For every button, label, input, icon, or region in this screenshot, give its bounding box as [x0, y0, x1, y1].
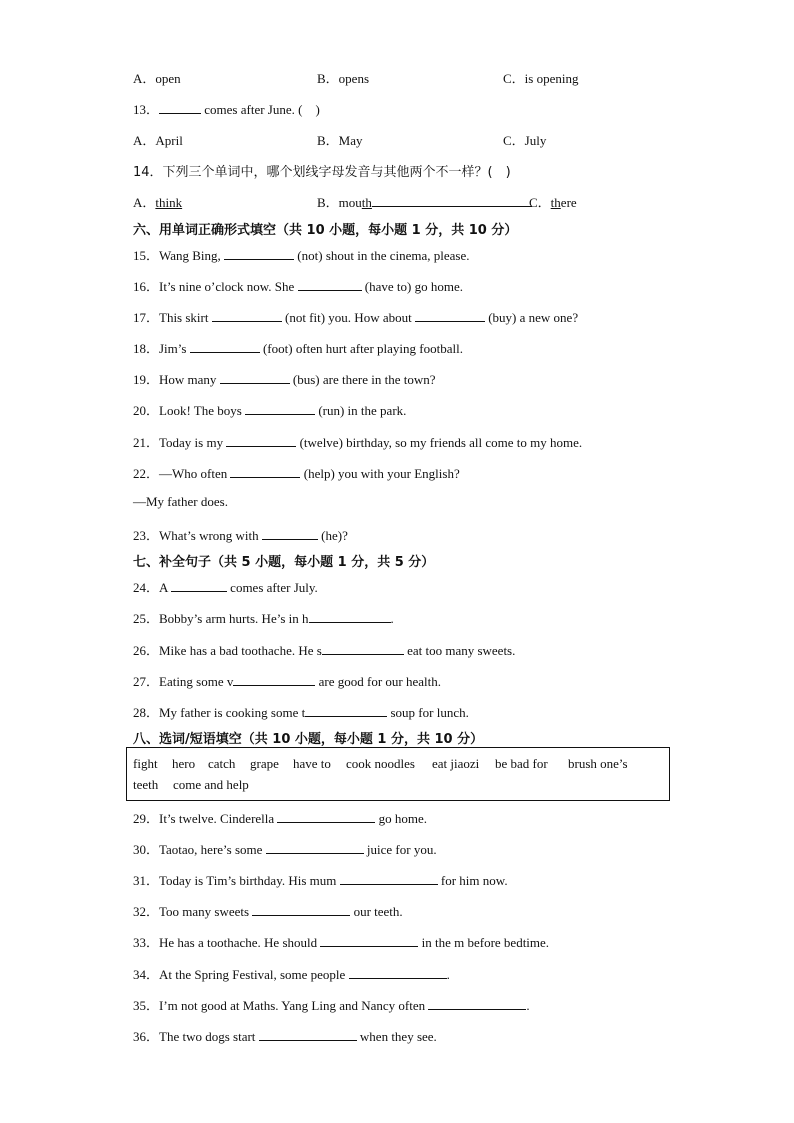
- question-34: 34．At the Spring Festival, some people .: [133, 967, 450, 982]
- question-28: 28．My father is cooking some t soup for lunch.: [133, 705, 469, 720]
- answer-blank[interactable]: [428, 997, 526, 1010]
- question-26: 26．Mike has a bad toothache. He s eat too many sweets.: [133, 643, 516, 658]
- question-25: 25．Bobby’s arm hurts. He’s in h .: [133, 611, 394, 626]
- question-19: 19．How many (bus) are there in the town?: [133, 372, 436, 387]
- question-text: comes after June. ( ): [201, 102, 320, 117]
- question-20: 20．Look! The boys (run) in the park.: [133, 403, 407, 418]
- question-22-answer: —My father does.: [133, 494, 228, 509]
- word-option: brush one’s: [568, 756, 628, 771]
- answer-blank[interactable]: [322, 642, 404, 655]
- answer-blank[interactable]: [349, 966, 447, 979]
- q13-options: [133, 130, 693, 148]
- option-b[interactable]: B．opens: [317, 71, 370, 86]
- question-16: 16．It’s nine o’clock now. She (have to) go home.: [133, 279, 463, 294]
- question-13: [133, 99, 320, 118]
- answer-blank[interactable]: [305, 704, 387, 717]
- q14-options: [133, 192, 693, 210]
- answer-blank[interactable]: [233, 673, 315, 686]
- option-c[interactable]: C．there: [529, 195, 577, 210]
- answer-blank[interactable]: [245, 402, 315, 415]
- question-24: 24．A comes after July.: [133, 580, 318, 595]
- answer-blank[interactable]: [252, 903, 350, 916]
- q12-options: [133, 68, 693, 86]
- question-27: 27．Eating some v are good for our health.: [133, 674, 442, 689]
- question-18: 18．Jim’s (foot) often hurt after playing football.: [133, 341, 463, 356]
- answer-blank[interactable]: [224, 247, 294, 260]
- question-33: 33．He has a toothache. He should in the m before bedtime.: [133, 935, 550, 950]
- word-option: catch: [208, 756, 236, 771]
- question-23: 23．What’s wrong with (he)?: [133, 528, 348, 543]
- answer-blank[interactable]: [298, 278, 362, 291]
- option-a[interactable]: A．think: [133, 195, 183, 210]
- answer-blank[interactable]: [277, 810, 375, 823]
- question-number: 13．: [133, 102, 160, 117]
- answer-blank[interactable]: [226, 434, 296, 447]
- option-b[interactable]: B．mouth: [317, 192, 532, 211]
- word-option: hero: [172, 756, 196, 771]
- question-31: 31．Today is Tim’s birthday. His mum for him now.: [133, 873, 508, 888]
- option-c[interactable]: C．is opening: [503, 71, 579, 86]
- question-35: 35．I’m not good at Maths. Yang Ling and Nancy often .: [133, 998, 530, 1013]
- word-option: cook noodles: [346, 756, 415, 771]
- section-8-heading: 八、选词/短语填空（共 10 小题，每小题 1 分，共 10 分）: [133, 732, 484, 747]
- question-17: 17．This skirt (not fit) you. How about (buy) a new one?: [133, 310, 579, 325]
- word-option: grape: [250, 756, 279, 771]
- answer-blank[interactable]: [309, 610, 391, 623]
- word-option: eat jiaozi: [432, 756, 480, 771]
- answer-blank[interactable]: [190, 340, 260, 353]
- answer-blank[interactable]: [266, 841, 364, 854]
- word-option: teeth: [133, 777, 159, 792]
- option-b[interactable]: B．May: [317, 133, 363, 148]
- section-7-heading: 七、补全句子（共 5 小题，每小题 1 分，共 5 分）: [133, 555, 435, 570]
- question-36: 36．The two dogs start when they see.: [133, 1029, 437, 1044]
- option-c[interactable]: C．July: [503, 133, 547, 148]
- answer-blank[interactable]: [340, 872, 438, 885]
- answer-blank[interactable]: [171, 579, 227, 592]
- answer-blank[interactable]: [220, 371, 290, 384]
- answer-blank[interactable]: [320, 934, 418, 947]
- answer-blank[interactable]: [212, 309, 282, 322]
- word-option: come and help: [173, 777, 249, 792]
- question-32: 32．Too many sweets our teeth.: [133, 904, 403, 919]
- answer-blank[interactable]: [415, 309, 485, 322]
- word-bank-box: [126, 747, 670, 801]
- answer-blank[interactable]: [159, 101, 201, 114]
- question-21: 21．Today is my (twelve) birthday, so my friends all come to my home.: [133, 435, 583, 450]
- section-6-heading: 六、用单词正确形式填空（共 10 小题，每小题 1 分，共 10 分）: [133, 223, 518, 238]
- question-29: 29．It’s twelve. Cinderella go home.: [133, 811, 428, 826]
- word-option: fight: [133, 756, 158, 771]
- question-15: 15．Wang Bing, (not) shout in the cinema, please.: [133, 248, 470, 263]
- word-option: have to: [293, 756, 331, 771]
- question-14: 14．下列三个单词中，哪个划线字母发音与其他两个不一样？( ): [133, 165, 511, 180]
- question-30: 30．Taotao, here’s some juice for you.: [133, 842, 437, 857]
- option-a[interactable]: A．open: [133, 71, 181, 86]
- option-a[interactable]: A．April: [133, 133, 183, 148]
- question-22: 22．—Who often (help) you with your English?: [133, 466, 460, 481]
- word-option: be bad for: [495, 756, 548, 771]
- answer-blank[interactable]: [262, 527, 318, 540]
- answer-blank[interactable]: [230, 465, 300, 478]
- answer-blank[interactable]: [259, 1028, 357, 1041]
